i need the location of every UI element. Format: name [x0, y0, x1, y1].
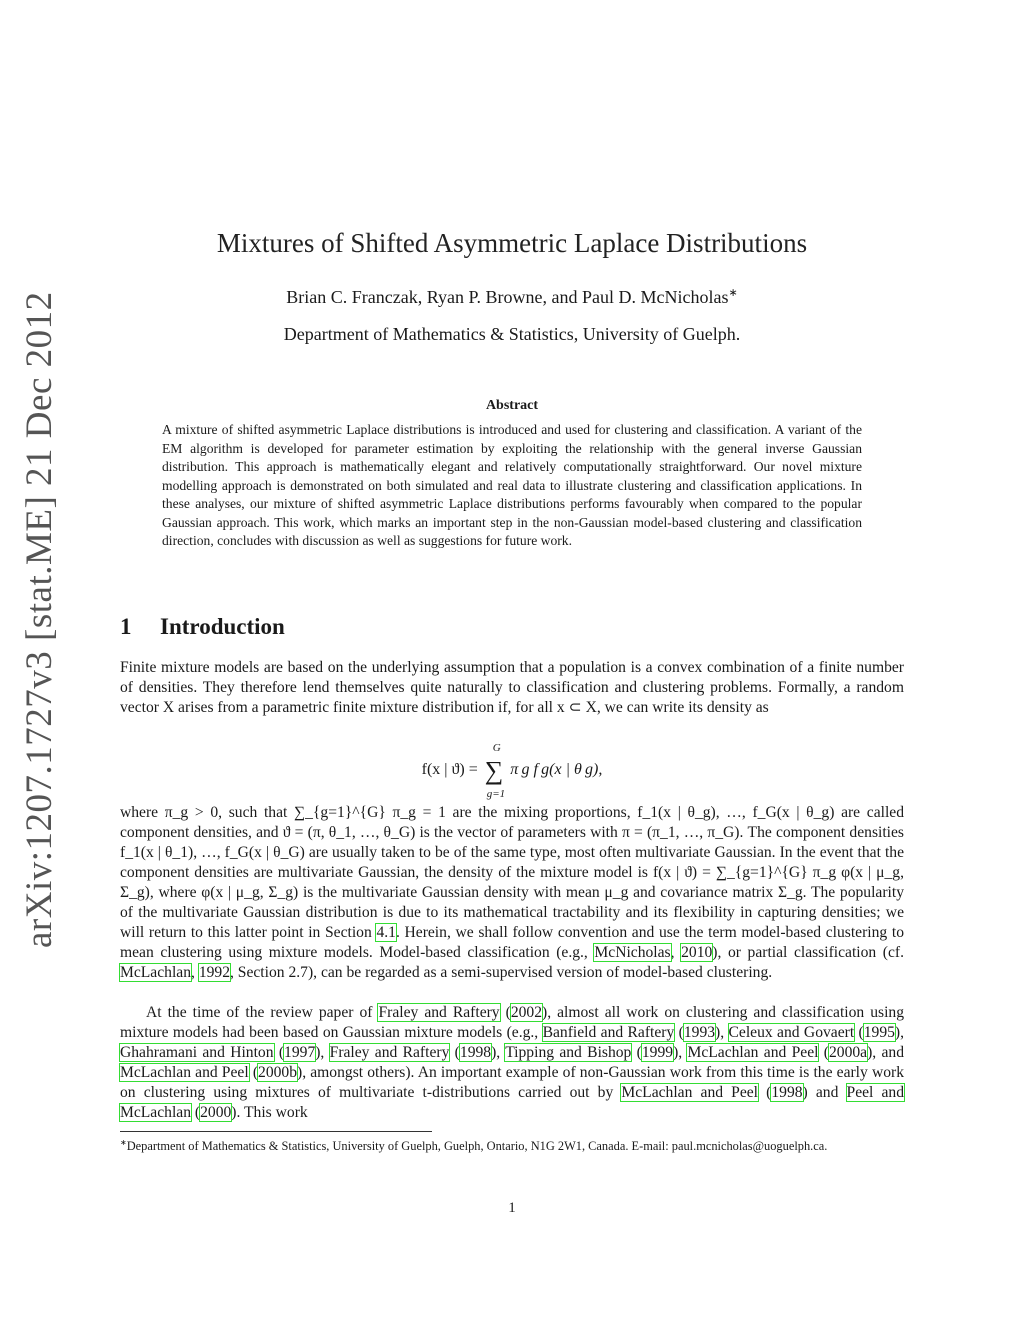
paper-title: Mixtures of Shifted Asymmetric Laplace Distributions: [216, 228, 808, 258]
paragraph-text: , and: [872, 1044, 905, 1061]
sum-upper-limit: G: [492, 742, 501, 754]
mixture-density-equation: [0, 742, 1024, 800]
section-reference-link[interactable]: 4.1: [376, 924, 396, 941]
citation-link[interactable]: Fraley and Raftery: [378, 1004, 500, 1021]
abstract-text: A mixture of shifted asymmetric Laplace distributions is introduced and used for clustering and classification. A variant of the EM algorithm is developed for parameter estimation by exploiting the relationship with the general inverse Gaussian distribution. This approach is mathematically elegant and relatively computationally straightforward. Our novel mixture modelling approach is demonstrated on both simulated and real data to illustrate clustering and classification applications. In these analyses, our mixture of shifted asymmetric Laplace distributions performs favourably when compared to the popular Gaussian approach. This work, which marks an important step in the non-Gaussian model-based clustering and classification direction, concludes with discussion as well as suggestions for future work.: [162, 422, 862, 548]
citation-year-link[interactable]: 2000b: [258, 1064, 297, 1081]
citation-year-link[interactable]: 1995: [863, 1024, 895, 1041]
paragraph-text: , Section 2.7), can be regarded as a semi-supervised version of model-based clustering.: [230, 964, 773, 981]
citation-year-link[interactable]: 1999: [641, 1044, 674, 1061]
paragraph-text: , almost all work on clustering and classification using mixture models had been based on Gaussian mixture models (e.g.,: [120, 1004, 905, 1041]
affiliation: Department of Mathematics & Statistics, University of Guelph.: [283, 324, 741, 344]
equation-lhs: f(x | ϑ) =: [421, 761, 478, 778]
citation-year-link[interactable]: 2010: [681, 944, 713, 961]
citation-year-link[interactable]: 2000a: [828, 1044, 868, 1061]
citation-year-link[interactable]: 1998: [459, 1044, 492, 1061]
page-number: 1: [508, 1200, 516, 1216]
citation-link[interactable]: Ghahramani and Hinton: [120, 1044, 274, 1061]
section-title: Introduction: [160, 614, 285, 639]
citation-year-link[interactable]: 1992: [198, 964, 230, 981]
intro-paragraph-1: Finite mixture models are based on the underlying assumption that a population is a convex combination of a finite number of densities. They therefore lend themselves quite naturally to classification and clustering problems. Formally, a random vector X arises from a parametric finite mixture distribution if, for all x ⊂ X, we can write its density as: [120, 659, 904, 716]
citation-link[interactable]: Peel and McLachlan: [120, 1084, 905, 1121]
paragraph-text: where π_g > 0, such that ∑_{g=1}^{G} π_g = 1 are the mixing proportions, f_1(x | θ_g), …, f_G(x | θ_g) are called component densities, and ϑ = (π, θ_1, …, θ_G) is the vector of parameters with π = (π_1, …, π_G). The component densities f_1(x | θ_1), …, f_G(x | θ_G) are usually taken to be of the same type, most often multivariate Gaussian. In the event that the component densities are multivariate Gaussian, the density of the mixture model is f(x | ϑ) = ∑_{g=1}^{G} π_g φ(x | μ_g, Σ_g), where φ(x | μ_g, Σ_g) is the multivariate Gaussian density with mean μ_g and covariance matrix Σ_g. The popularity of the multivariate Gaussian distribution is due to its mathematical tractability and its flexibility in capturing densities; we will return to this latter point in Section: [120, 804, 904, 941]
footnote-divider: [120, 1131, 432, 1132]
arxiv-identifier-stamp: arXiv:1207.1727v3 [stat.ME] 21 Dec 2012: [19, 291, 60, 948]
citation-year-link[interactable]: 2002: [510, 1004, 542, 1021]
paragraph-text: . Herein, we shall follow convention and use the term model-based clustering to mean clustering using mixture models. Model-based classification (e.g.,: [120, 924, 904, 961]
paragraph-text: At the time of the review paper of: [146, 1004, 373, 1021]
citation-link[interactable]: McLachlan and Peel: [687, 1044, 819, 1061]
author-footnote-mark[interactable]: ∗: [728, 287, 738, 299]
citation-link[interactable]: McLachlan and Peel: [621, 1084, 759, 1101]
equation-rhs: π g f g(x | θ g),: [510, 761, 603, 778]
abstract-heading: Abstract: [485, 398, 539, 413]
citation-link[interactable]: Tipping and Bishop: [505, 1044, 632, 1061]
intro-paragraph-3: At the time of the review paper of Fraley and Raftery (2002), almost all work on clustering and classification using mixture models had been based on Gaussian mixture models (e.g., Banfield and Raftery (1993), Celeux and Govaert (1995), Ghahramani and Hinton (1997), Fraley and Raftery (1998), Tipping and Bishop (1999), McLachlan and Peel (2000a), and McLachlan and Peel (2000b), amongst others). An important example of non-Gaussian work from this time is the early work on clustering using mixtures of multivariate t-distributions carried out by McLachlan and Peel (1998) and Peel and McLachlan (2000). This work: [120, 1004, 905, 1121]
author-names: Brian C. Franczak, Ryan P. Browne, and Paul D. McNicholas: [286, 287, 729, 307]
paragraph-text: , amongst others). An important example of non-Gaussian work from this time is the early work on clustering using mixtures of multivariate t-distributions carried out by: [120, 1064, 905, 1101]
citation-year-link[interactable]: 1998: [771, 1084, 803, 1101]
sum-symbol: ∑: [484, 756, 504, 785]
paragraph-text: . This work: [236, 1104, 308, 1121]
citation-link[interactable]: McLachlan and Peel: [120, 1064, 249, 1081]
citation-year-link[interactable]: 1997: [284, 1044, 316, 1061]
citation-year-link[interactable]: 1993: [683, 1024, 716, 1041]
citation-link[interactable]: McLachlan: [120, 964, 192, 981]
section-heading: [120, 614, 285, 640]
citation-year-link[interactable]: 2000: [200, 1104, 232, 1121]
intro-paragraph-2: where π_g > 0, such that ∑_{g=1}^{G} π_g = 1 are the mixing proportions, f_1(x | θ_g), …, f_G(x | θ_g) are called component densities, and ϑ = (π, θ_1, …, θ_G) is the vector of parameters with π = (π_1, …, π_G). The component densities f_1(x | θ_1), …, f_G(x | θ_G) are usually taken to be of the same type, most often multivariate Gaussian. In the event that the component densities are multivariate Gaussian, the density of the mixture model is f(x | ϑ) = ∑_{g=1}^{G} π_g φ(x | μ_g, Σ_g), where φ(x | μ_g, Σ_g) is the multivariate Gaussian density with mean μ_g and covariance matrix Σ_g. The popularity of the multivariate Gaussian distribution is due to its mathematical tractability and its flexibility in capturing densities; we will return to this latter point in Section 4.1. Herein, we shall follow convention and use the term model-based clustering to mean clustering using mixture models. Model-based classification (e.g., McNicholas, 2010), or partial classification (cf. McLachlan, 1992, Section 2.7), can be regarded as a semi-supervised version of model-based clustering.: [120, 804, 904, 981]
citation-link[interactable]: Celeux and Govaert: [728, 1024, 855, 1041]
author-list: [0, 286, 1024, 308]
citation-link[interactable]: McNicholas: [594, 944, 671, 961]
paragraph-text: and: [815, 1084, 839, 1101]
citation-link[interactable]: Banfield and Raftery: [542, 1024, 675, 1041]
sum-lower-limit: g=1: [486, 788, 506, 800]
footnote: [120, 1135, 904, 1154]
paragraph-text: ), or partial classification (cf.: [712, 944, 904, 961]
footnote-text: Department of Mathematics & Statistics, University of Guelph, Guelph, Ontario, N1G 2W1, Canada. E-mail: paul.mcnicholas@uoguelph.ca.: [126, 1139, 828, 1154]
footnote-mark: ∗: [120, 1138, 127, 1147]
citation-link[interactable]: Fraley and Raftery: [329, 1044, 450, 1061]
section-number: 1: [120, 614, 132, 639]
